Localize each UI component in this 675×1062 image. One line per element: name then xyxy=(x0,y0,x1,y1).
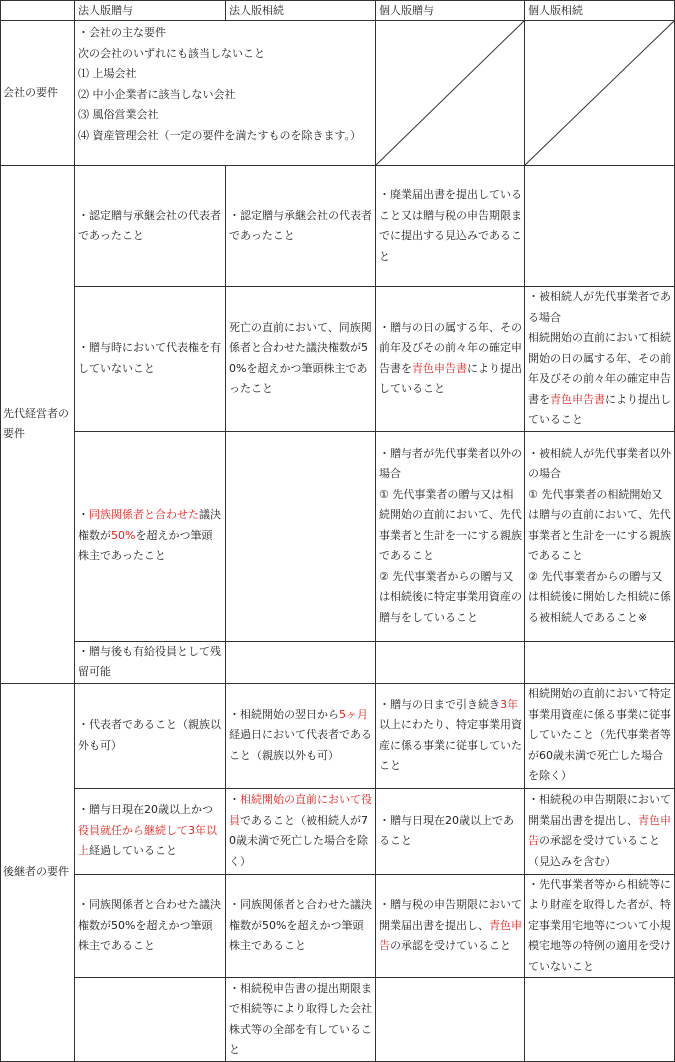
cell: ・代表者であること（親族以外も可） xyxy=(75,683,226,788)
cell: ・被相続人が先代事業者以外の場合 ① 先代事業者の相続開始又は贈与の直前において、先代事業者と生計を一にする親族であること ② 先代事業者からの贈与又は相続後に開始した相続に係る被相続人であること※ xyxy=(525,431,675,641)
cell: ・認定贈与承継会社の代表者であったこと xyxy=(226,166,376,287)
company-requirements xyxy=(75,21,376,166)
header-row xyxy=(1,1,675,21)
diagonal-line xyxy=(376,21,524,165)
company-line: ⑵ 中小企業者に該当しない会社 xyxy=(78,87,236,101)
not-applicable-cell xyxy=(525,21,675,166)
cell xyxy=(525,978,675,1062)
diagonal-line xyxy=(525,21,674,165)
cell: ・贈与日現在20歳以上かつ役員就任から継続して3年以上経過していること xyxy=(75,788,226,874)
successor-row-2 xyxy=(1,788,675,874)
cell: ・認定贈与承継会社の代表者であったこと xyxy=(75,166,226,287)
cell: ・贈与者が先代事業者以外の場合 ① 先代事業者の贈与又は相続開始の直前において、先代事業者と生計を一にする親族であること ② 先代事業者からの贈与又は相続後に特定事業用資産の贈与をしていること xyxy=(376,431,525,641)
header-kojin-zoyo: 個人版贈与 xyxy=(376,1,525,21)
predecessor-row-2 xyxy=(1,287,675,432)
cell xyxy=(376,641,525,683)
cell: ・先代事業者等から相続等により財産を取得した者が、特定事業用宅地等について小規模宅地等の特例の適用を受けていないこと xyxy=(525,874,675,978)
cell: ・贈与税の申告期限において開業届出書を提出し、青色申告の承認を受けていること xyxy=(376,874,525,978)
company-line: ⑷ 資産管理会社（一定の要件を満たすものを除きます。） xyxy=(78,128,362,142)
cell: ・同族関係者と合わせた議決権数が50%を超えかつ筆頭株主であること xyxy=(75,874,226,978)
cell: ・贈与の日の属する年、その前年及びその前々年の確定申告書を青色申告書により提出していること xyxy=(376,287,525,432)
company-line: ・会社の主な要件 xyxy=(78,26,166,39)
cell: ・贈与時において代表権を有していないこと xyxy=(75,287,226,432)
cell xyxy=(525,641,675,683)
cell: ・贈与後も有給役員として残留可能 xyxy=(75,641,226,683)
cell xyxy=(525,166,675,287)
company-line: ⑴ 上場会社 xyxy=(78,67,137,80)
cell: ・贈与日現在20歳以上であること xyxy=(376,788,525,874)
cell xyxy=(226,641,376,683)
header-kojin-sozoku: 個人版相続 xyxy=(525,1,675,21)
cell: 死亡の直前において、同族関係者と合わせた議決権数が50%を超えかつ筆頭株主であったこと xyxy=(226,287,376,432)
cell: ・相続税の申告期限において開業届出書を提出し、青色申告の承認を受けていること（見込みを含む） xyxy=(525,788,675,874)
cell: ・相続開始の翌日から5ヶ月経過日において代表者であること（親族以外も可） xyxy=(226,683,376,788)
company-line: 次の会社のいずれにも該当しないこと xyxy=(78,46,265,60)
predecessor-row-4 xyxy=(1,641,675,683)
cell: ・贈与の日まで引き続き3年以上にわたり、特定事業用資産に係る事業に従事していたこと xyxy=(376,683,525,788)
company-label: 会社の要件 xyxy=(1,21,75,166)
company-line: ⑶ 風俗営業会社 xyxy=(78,108,159,121)
header-corner xyxy=(1,1,75,21)
cell: ・被相続人が先代事業者である場合 相続開始の直前において相続開始の日の属する年、その前年及びその前々年の確定申告書を青色申告書により提出していること xyxy=(525,287,675,432)
cell: 相続開始の直前において特定事業用資産に係る事業に従事していたこと（先代事業者等が60歳未満で死亡した場合を除く） xyxy=(525,683,675,788)
successor-label: 後継者の要件 xyxy=(1,683,75,1062)
successor-row-3 xyxy=(1,874,675,978)
predecessor-row-1 xyxy=(1,166,675,287)
header-hojin-zoyo: 法人版贈与 xyxy=(75,1,226,21)
cell: ・相続税申告書の提出期限まで相続等により取得した会社株式等の全部を有していること xyxy=(226,978,376,1062)
cell xyxy=(376,978,525,1062)
successor-row-4 xyxy=(1,978,675,1062)
cell: ・同族関係者と合わせた議決権数が50%を超えかつ筆頭株主であること xyxy=(226,874,376,978)
cell xyxy=(226,431,376,641)
cell: ・相続開始の直前において役員であること（被相続人が70歳未満で死亡した場合を除く） xyxy=(226,788,376,874)
cell: ・同族関係者と合わせた議決権数が50%を超えかつ筆頭株主であったこと xyxy=(75,431,226,641)
cell xyxy=(75,978,226,1062)
header-hojin-sozoku: 法人版相続 xyxy=(226,1,376,21)
company-row xyxy=(1,21,675,166)
successor-row-1 xyxy=(1,683,675,788)
cell: ・廃業届出書を提出していること又は贈与税の申告期限までに提出する見込みであること xyxy=(376,166,525,287)
predecessor-label: 先代経営者の要件 xyxy=(1,166,75,684)
predecessor-row-3 xyxy=(1,431,675,641)
not-applicable-cell xyxy=(376,21,525,166)
